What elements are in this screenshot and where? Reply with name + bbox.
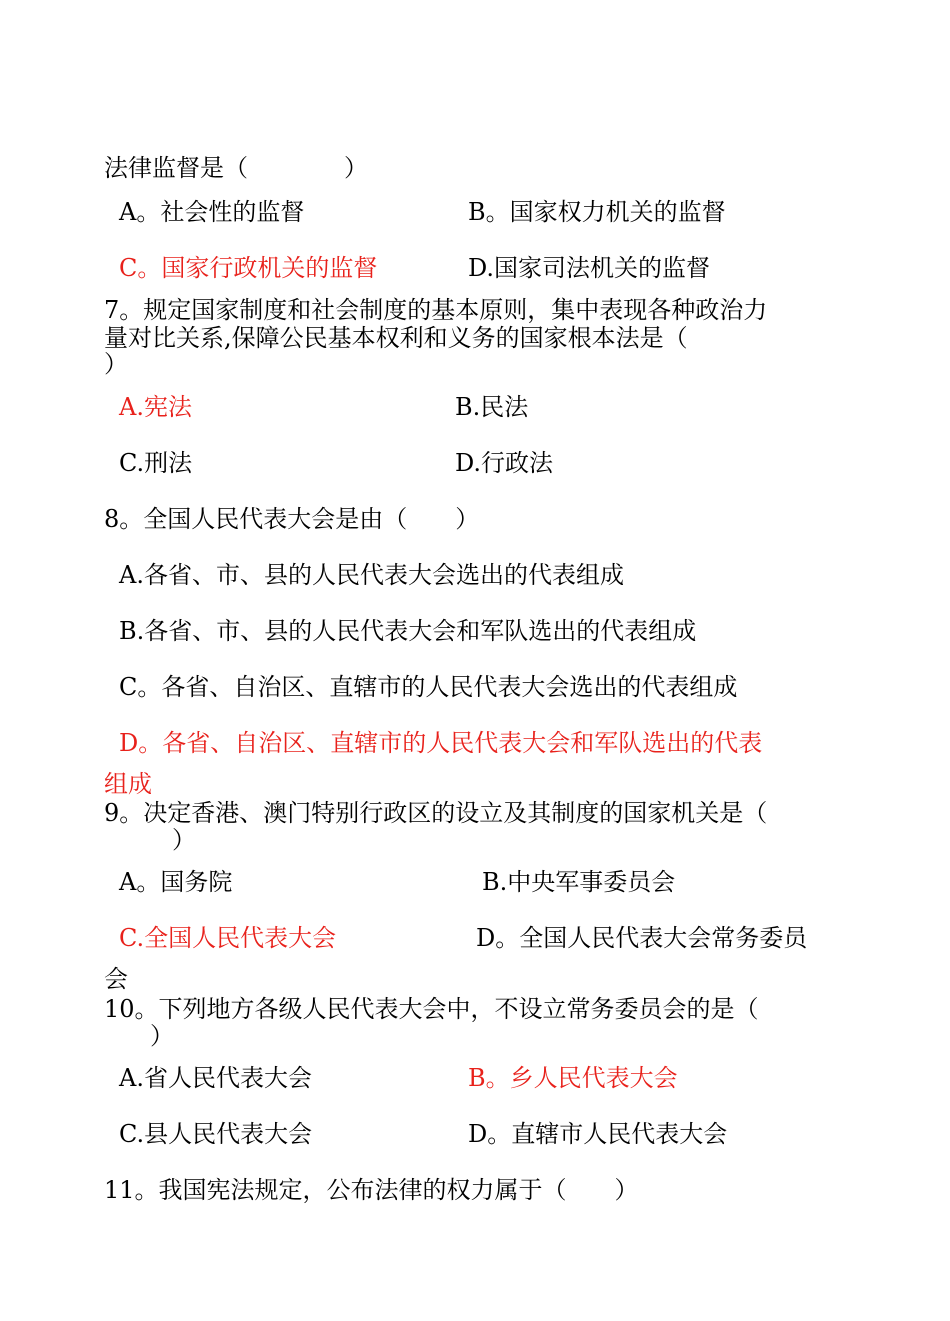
- q6-option-a: A。社会性的监督: [119, 198, 305, 226]
- q7-option-b: B.民法: [455, 393, 529, 421]
- q7-option-a-answer: A.宪法: [119, 393, 192, 421]
- q8-option-d-answer-line1: D。各省、自治区、直辖市的人民代表大会和军队选出的代表: [119, 729, 763, 757]
- q10-option-d: D。直辖市人民代表大会: [468, 1120, 728, 1148]
- q10-option-b-answer: B。乡人民代表大会: [468, 1064, 678, 1092]
- q7-stem-line3: ）: [104, 350, 128, 378]
- q10-option-c: C.县人民代表大会: [119, 1120, 313, 1148]
- q8-stem: 8。全国人民代表大会是由（ ）: [104, 505, 480, 533]
- q10-stem-line2: ）: [150, 1022, 174, 1050]
- q10-option-a: A.省人民代表大会: [119, 1064, 312, 1092]
- q8-option-a: A.各省、市、县的人民代表大会选出的代表组成: [119, 561, 624, 589]
- q8-option-c: C。各省、自治区、直辖市的人民代表大会选出的代表组成: [119, 673, 738, 701]
- q6-option-c-answer: C。国家行政机关的监督: [119, 254, 378, 282]
- q7-stem-line1: 7。规定国家制度和社会制度的基本原则，集中表现各种政治力: [104, 296, 768, 324]
- q6-option-b: B。国家权力机关的监督: [468, 198, 726, 226]
- q9-option-a: A。国务院: [119, 868, 233, 896]
- q9-option-b: B.中央军事委员会: [482, 868, 676, 896]
- q9-option-d-line1: D。全国人民代表大会常务委员: [476, 924, 808, 952]
- q6-stem-tail: 法律监督是（ ）: [104, 154, 368, 182]
- q7-option-c: C.刑法: [119, 449, 193, 477]
- q10-stem-line1: 10。下列地方各级人民代表大会中，不设立常务委员会的是（: [104, 995, 759, 1023]
- q9-option-d-line2: 会: [104, 965, 128, 993]
- q8-option-d-answer-line2: 组成: [104, 770, 152, 798]
- q9-stem-line1: 9。决定香港、澳门特别行政区的设立及其制度的国家机关是（: [104, 799, 768, 827]
- q8-option-b: B.各省、市、县的人民代表大会和军队选出的代表组成: [119, 617, 697, 645]
- q7-option-d: D.行政法: [455, 449, 554, 477]
- q9-stem-line2: ）: [172, 826, 196, 854]
- q7-stem-line2: 量对比关系,保障公民基本权利和义务的国家根本法是（: [104, 324, 688, 352]
- q11-stem: 11。我国宪法规定，公布法律的权力属于（ ）: [104, 1176, 639, 1204]
- q6-option-d: D.国家司法机关的监督: [468, 254, 711, 282]
- q9-option-c-answer: C.全国人民代表大会: [119, 924, 337, 952]
